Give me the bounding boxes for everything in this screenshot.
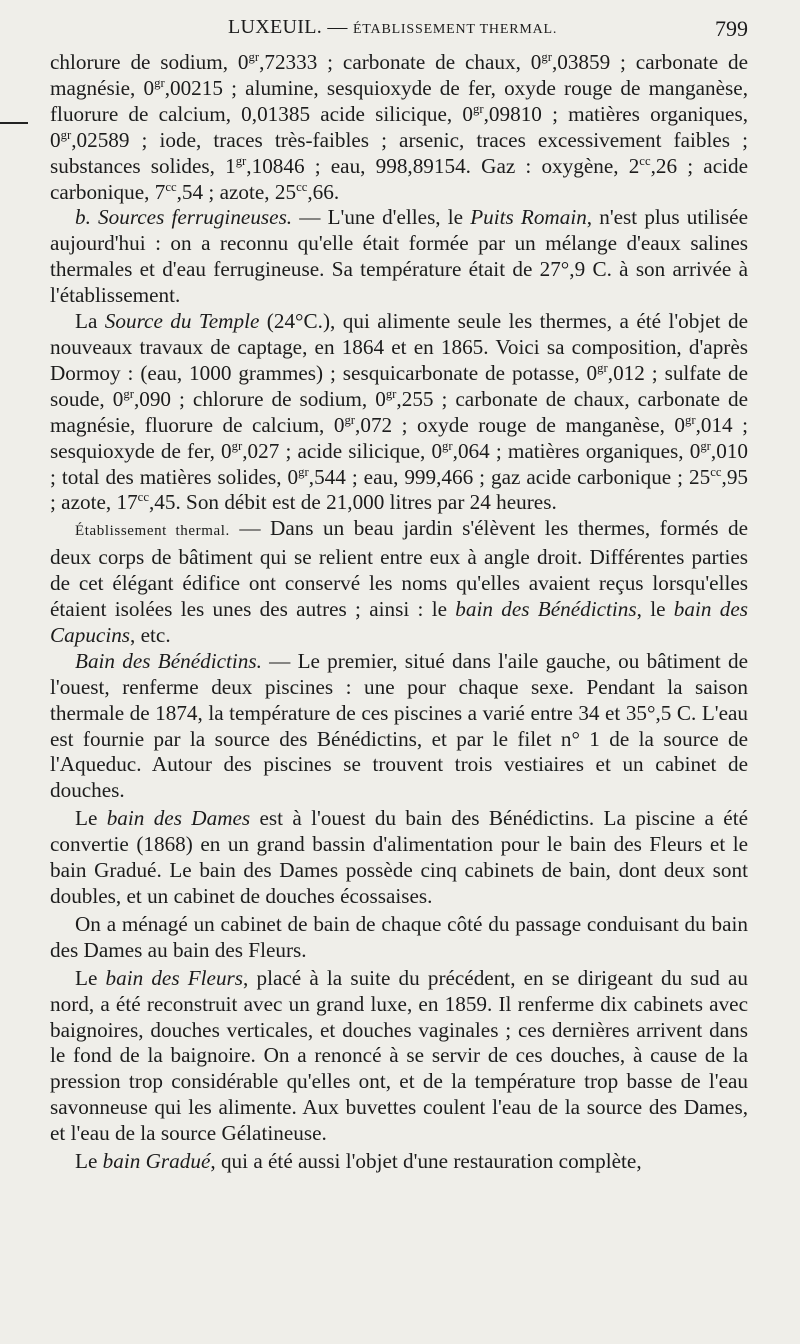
text-run: , n'est plus utilisée aujourd'hui : on a reconnu qu'elle était formée par un mélange d'eaux salines thermales et d'eau ferrugineuse. Sa température était de 27°,9 C. à son arrivée à l'établissement. <box>50 205 748 308</box>
text-run: Le <box>75 806 107 831</box>
page-number: 799 <box>715 16 748 41</box>
italic-name: bain Gradué <box>102 1149 211 1174</box>
running-head <box>228 16 557 39</box>
text-run: ,014 ; sesquioxyde de fer, 0 <box>50 412 749 463</box>
text-run: ,02589 ; iode, traces très-faibles ; arsenic, traces excessivement faibles ; substances solides, 1 <box>50 127 748 178</box>
text-run: ,45. Son débit est de 21,000 litres par 24 heures. <box>148 490 557 515</box>
text-run: (24°C.), qui alimente seule les thermes, a été l'objet de nouveaux travaux de captage, en 1864 et en 1865. Voici sa composition, d'après Dormoy : (eau, 1000 grammes) ; sesquicarbonate de potasse, 0 <box>50 309 748 385</box>
italic-name: bain des Bénédictins <box>455 597 637 622</box>
text-run: , placé à la suite du précédent, en se dirigeant du sud au nord, a été reconstruit avec un grand luxe, en 1859. Il renferme dix cabinets avec baignoires, douches verticales, et douches vaginales ; ces dernières arrivent dans le fond de la baignoire. On a renoncé à se servir de ces douches, à cause de la pression trop considérable qu'elles ont, et de la température trop basse de l'eau savonneuse qui les alimente. Aux buvettes coulent l'eau de la source des Dames, et l'eau de la source Gélatineuse. <box>50 965 748 1146</box>
superscript-unit: gr <box>248 49 260 64</box>
italic-name: bain des Capucins <box>50 597 748 647</box>
superscript-unit: gr <box>123 386 134 401</box>
text-run: ,66. <box>307 179 340 204</box>
text-run: , etc. <box>130 622 171 647</box>
text-run: ,027 ; acide silicique, 0 <box>242 438 443 463</box>
paragraph-source-du-temple <box>50 309 748 516</box>
paragraph-bain-dames <box>50 806 748 910</box>
italic-name: bain des Fleurs <box>105 965 244 990</box>
text-run: Le <box>75 965 106 990</box>
paragraph-ferruginous-sources <box>50 205 748 309</box>
text-run: , le <box>636 597 674 622</box>
superscript-unit: gr <box>442 438 453 453</box>
superscript-unit: gr <box>684 412 696 427</box>
text-run: ,010 ; total des matières solides, 0 <box>50 438 748 489</box>
text-run: chlorure de sodium, 0 <box>50 50 249 74</box>
text-run: ,255 ; carbonate de chaux, carbonate de magnésie, fluorure de calcium, 0 <box>50 386 748 437</box>
running-head-title: LUXEUIL. — <box>228 16 348 38</box>
text-run: ,544 ; eau, 999,466 ; gaz acide carbonique ; 25 <box>308 464 711 489</box>
superscript-unit: cc <box>710 464 722 479</box>
margin-mark <box>0 122 28 124</box>
section-label: b. Sources ferrugineuses. <box>75 205 293 230</box>
section-label: Établissement thermal. <box>75 523 230 540</box>
paragraph-etablissement-thermal <box>50 516 748 649</box>
text-run: On a ménagé un cabinet de bain de chaque côté du passage conduisant du bain des Dames au bain des Fleurs. <box>50 911 748 962</box>
superscript-unit: cc <box>137 490 149 505</box>
superscript-unit: cc <box>296 179 308 194</box>
superscript-unit: gr <box>231 438 243 453</box>
italic-name: bain des Dames <box>106 806 251 831</box>
section-label: Bain des Bénédictins. <box>75 648 262 673</box>
text-run: ,03859 ; carbonate de magnésie, 0 <box>50 50 748 100</box>
superscript-unit: gr <box>235 153 247 168</box>
superscript-unit: cc <box>165 179 177 194</box>
superscript-unit: gr <box>541 49 552 64</box>
text-run: , qui a été aussi l'objet d'une restauration complète, <box>210 1149 642 1174</box>
text-run: — Dans un beau jardin s'élèvent les thermes, formés de deux corps de bâtiment qui se relient entre eux à angle droit. Différentes parties de cet élégant édifice ont conservé les noms qu'elles avaient reçus lorsqu'elles étaient isolées les unes des autres ; ainsi : le <box>50 516 748 622</box>
italic-name: Puits Romain <box>470 205 587 230</box>
text-run: ,26 ; acide carbonique, 7 <box>50 153 748 204</box>
text-run: ,09810 ; matières organiques, 0 <box>50 101 748 152</box>
text-run: ,064 ; matières organiques, 0 <box>452 438 701 463</box>
text-run: ,012 ; sulfate de soude, 0 <box>50 360 748 411</box>
superscript-unit: gr <box>700 438 711 453</box>
text-run: ,72333 ; carbonate de chaux, 0 <box>259 50 542 74</box>
running-head-section: ÉTABLISSEMENT THERMAL. <box>352 22 558 37</box>
paragraph-bain-fleurs <box>50 966 748 1147</box>
superscript-unit: gr <box>385 386 397 401</box>
paragraph-bain-gradue <box>50 1149 748 1175</box>
text-run: ,10846 ; eau, 998,89154. Gaz : oxygène, 2 <box>246 153 640 178</box>
superscript-unit: cc <box>639 153 651 168</box>
text-run: ,54 ; azote, 25 <box>176 179 297 204</box>
italic-name: Source du Temple <box>104 309 260 334</box>
text-run: ,95 ; azote, 17 <box>50 464 748 515</box>
superscript-unit: gr <box>154 75 165 90</box>
page-body <box>50 50 748 1175</box>
superscript-unit: gr <box>298 464 309 479</box>
paragraph-cabinet-passage <box>50 912 748 964</box>
text-run: La <box>75 309 105 334</box>
text-run: ,00215 ; alumine, sesquioxyde de fer, oxyde rouge de manganèse, fluorure de calcium, 0,01385 acide silicique, 0 <box>50 75 748 126</box>
text-run: Le <box>75 1149 103 1174</box>
superscript-unit: gr <box>60 127 72 142</box>
superscript-unit: gr <box>344 412 356 427</box>
paragraph-mineral-composition <box>50 50 748 205</box>
text-run: est à l'ouest du bain des Bénédictins. La piscine a été convertie (1868) en un grand bassin d'alimentation pour le bain des Fleurs et le bain Gradué. Le bain des Dames possède cinq cabinets de bain, dont deux sont doubles, et un cabinet de douches écossaises. <box>50 806 748 908</box>
page-header <box>50 10 748 50</box>
text-run: ,090 ; chlorure de sodium, 0 <box>133 386 386 411</box>
text-run: — L'une d'elles, le <box>292 205 471 230</box>
paragraph-bain-benedictins <box>50 649 748 804</box>
superscript-unit: gr <box>597 360 608 375</box>
superscript-unit: gr <box>473 101 484 116</box>
text-run: — Le premier, situé dans l'aile gauche, ou bâtiment de l'ouest, renferme deux piscines : une pour chaque sexe. Pendant la saison thermale de 1874, la température de ces piscines a varié entre 34 et 35°,5 C. L'eau est fournie par la source des Bénédictins, et par le filet n° 1 de la source de l'Aqueduc. Autour des piscines se trouvent trois vestiaires et un cabinet de douches. <box>50 648 748 803</box>
text-run: ,072 ; oxyde rouge de manganèse, 0 <box>355 412 685 437</box>
